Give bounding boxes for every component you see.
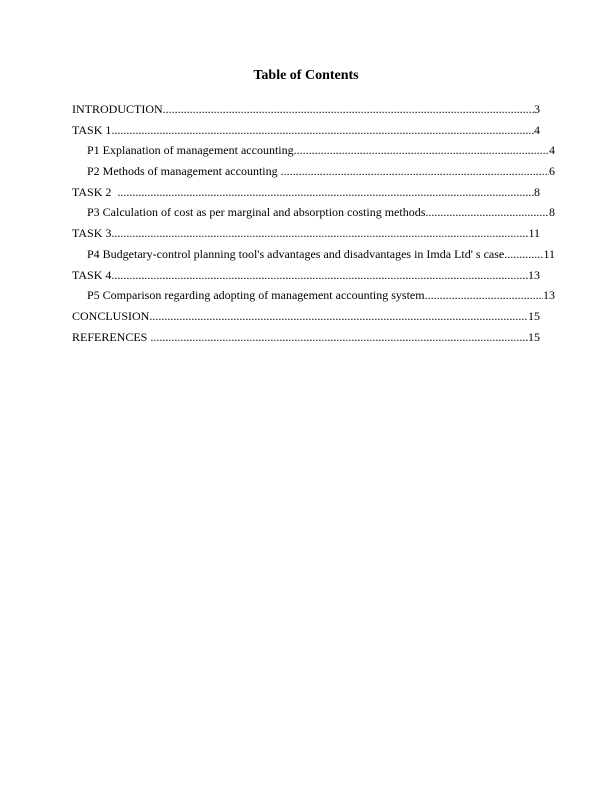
toc-entry-label: TASK 1 [72, 122, 112, 137]
toc-entry-label: P3 Calculation of cost as per marginal and absorption costing methods [87, 205, 426, 220]
toc-entry-page-number: 8 [534, 184, 540, 199]
toc-entry-page-number: 6 [549, 164, 555, 179]
toc-entry-label: P4 Budgetary-control planning tool's advantages and disadvantages in Imda Ltd' s case [87, 246, 505, 261]
toc-entry-label: P5 Comparison regarding adopting of management accounting system [87, 288, 425, 303]
toc-entry-label: P2 Methods of management accounting [87, 164, 281, 179]
toc-entry[interactable] [72, 223, 540, 244]
toc-entry-label: TASK 3 [72, 226, 112, 241]
toc-list [72, 99, 555, 347]
toc-entry[interactable] [72, 244, 555, 265]
toc-dot-leader [281, 161, 549, 182]
toc-entry[interactable] [72, 202, 555, 223]
toc-entry[interactable] [72, 161, 555, 182]
toc-dot-leader [111, 223, 528, 244]
toc-entry[interactable] [72, 120, 540, 141]
toc-entry[interactable] [72, 285, 555, 306]
toc-dot-leader [294, 140, 549, 161]
toc-entry[interactable] [72, 327, 540, 348]
toc-entry-page-number: 11 [543, 246, 555, 261]
toc-entry-page-number: 13 [543, 288, 555, 303]
toc-dot-leader [117, 182, 534, 203]
toc-entry[interactable] [72, 306, 540, 327]
toc-entry-page-number: 11 [528, 226, 540, 241]
page-title: Table of Contents [253, 68, 359, 83]
toc-entry[interactable] [72, 99, 540, 120]
toc-entry-page-number: 15 [528, 329, 540, 344]
toc-entry-page-number: 4 [534, 122, 540, 137]
toc-entry[interactable] [72, 265, 540, 286]
toc-entry-label: INTRODUCTION [72, 102, 163, 116]
toc-dot-leader [111, 265, 528, 286]
toc-dot-leader [150, 327, 528, 348]
toc-entry-page-number: 13 [528, 267, 540, 282]
toc-dot-leader [149, 306, 528, 327]
toc-entry[interactable] [72, 182, 540, 203]
toc-dot-leader [425, 285, 543, 306]
toc-entry-page-number: 8 [549, 205, 555, 220]
toc-entry-label: P1 Explanation of management accounting [87, 143, 294, 158]
toc-entry-page-number: 3 [534, 102, 540, 116]
toc-dot-leader [111, 120, 534, 141]
toc-entry-label: TASK 4 [72, 267, 112, 282]
toc-entry-label: TASK 2 [72, 184, 118, 199]
toc-dot-leader [504, 244, 543, 265]
toc-entry-page-number: 15 [528, 308, 540, 323]
toc-entry[interactable] [72, 140, 555, 161]
toc-entry-page-number: 4 [549, 143, 555, 158]
toc-dot-leader [425, 202, 549, 223]
toc-entry-label: CONCLUSION [72, 308, 150, 323]
toc-entry-label: REFERENCES [72, 329, 151, 344]
toc-dot-leader [163, 99, 534, 120]
